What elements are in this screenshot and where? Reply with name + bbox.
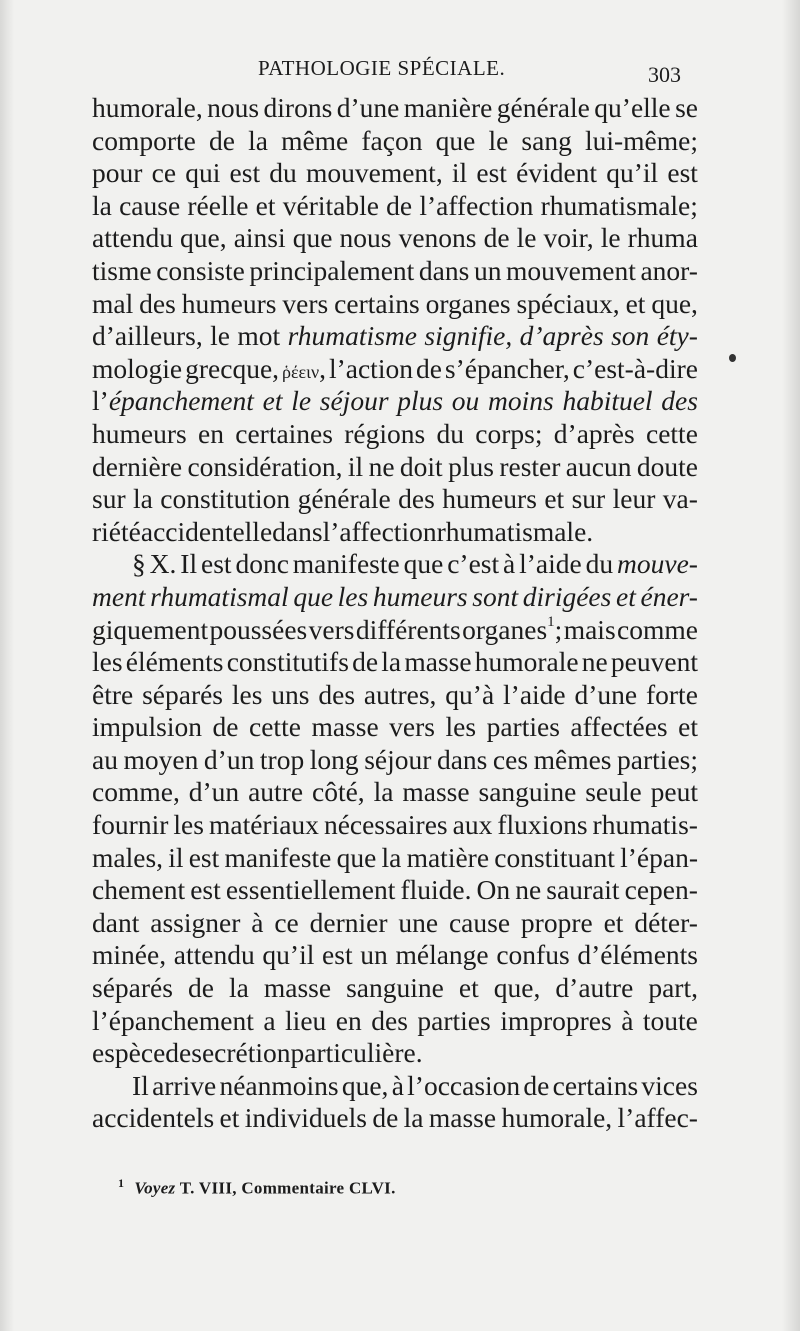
text-line: males, il est manifeste que la matière constituant l’épan- [92, 841, 698, 873]
text-line: impulsion de cette masse vers les parties affectées et [92, 711, 698, 743]
text-line: l’épanchement a lieu en des parties impropres à toute [92, 1004, 698, 1036]
footnote [118, 1176, 396, 1199]
text-line: giquement poussées vers différents organes$^1$; mais comme [92, 613, 698, 645]
text-line: tisme consiste principalement dans un mouvement anor- [92, 254, 698, 286]
text-line: dant assigner à ce dernier une cause propre et déter- [92, 906, 698, 938]
page-edge-shadow-left [0, 0, 14, 1331]
text-line: comme, d’un autre côté, la masse sanguine seule peut [92, 776, 698, 808]
text-line: pour ce qui est du mouvement, il est évident qu’il est [92, 157, 698, 189]
text-line: ment rhumatismal que les humeurs sont dirigées et éner- [92, 580, 698, 612]
text-line: mal des humeurs vers certains organes spéciaux, et que, [92, 287, 698, 319]
text-line: humorale, nous dirons d’une manière générale qu’elle se [92, 92, 698, 123]
text-line: comporte de la même façon que le sang lui-même; [92, 124, 698, 156]
text-line: humeurs en certaines régions du corps; d’après cette [92, 417, 698, 449]
text-line: être séparés les uns des autres, qu’à l’aide d’une forte [92, 678, 698, 710]
text-line: d’ailleurs, le mot rhumatisme signifie, d’après son éty- [92, 320, 698, 352]
footnote-marker: 1 [118, 1176, 125, 1190]
text-line: espèce de secrétion particulière. [92, 1037, 423, 1069]
margin-mark [729, 354, 736, 362]
footnote-reference: T. VIII, Commentaire CLVI. [179, 1178, 396, 1198]
page-edge-shadow-right [782, 0, 800, 1331]
text-line: séparés de la masse sanguine et que, d’autre part, [92, 972, 698, 1004]
text-line: au moyen d’un trop long séjour dans ces mêmes parties; [92, 743, 698, 775]
text-line: la cause réelle et véritable de l’affection rhumatismale; [92, 189, 698, 221]
text-line: riété accidentelle dans l’affection rhumatismale. [92, 515, 594, 547]
text-line: chement est essentiellement fluide. On ne saurait cepen- [92, 874, 698, 906]
footnote-voyez: Voyez [134, 1178, 176, 1198]
text-line: Il arrive néanmoins que, à l’occasion de certains vices [132, 1069, 698, 1101]
page-number: 303 [648, 62, 681, 87]
body-text [92, 92, 698, 1135]
text-line: sur la constitution générale des humeurs et sur leur va- [92, 483, 698, 515]
text-line: attendu que, ainsi que nous venons de le voir, le rhuma [92, 222, 698, 254]
text-line: les éléments constitutifs de la masse humorale ne peuvent [92, 646, 698, 678]
text-line: § X. Il est donc manifeste que c’est à l’aide du mouve- [132, 548, 698, 580]
text-line: minée, attendu qu’il est un mélange confus d’éléments [92, 939, 698, 971]
running-title: PATHOLOGIE SPÉCIALE. [258, 56, 506, 80]
text-line: accidentels et individuels de la masse humorale, l’affec- [92, 1102, 698, 1134]
text-line: l’épanchement et le séjour plus ou moins habituel des [92, 385, 698, 417]
text-line: dernière considération, il ne doit plus rester aucun doute [92, 450, 698, 482]
text-line: fournir les matériaux nécessaires aux fluxions rhumatis- [92, 809, 698, 841]
text-line: mologie grecque, ῥέειν, l’action de s’épancher, c’est-à-dire [92, 352, 698, 384]
